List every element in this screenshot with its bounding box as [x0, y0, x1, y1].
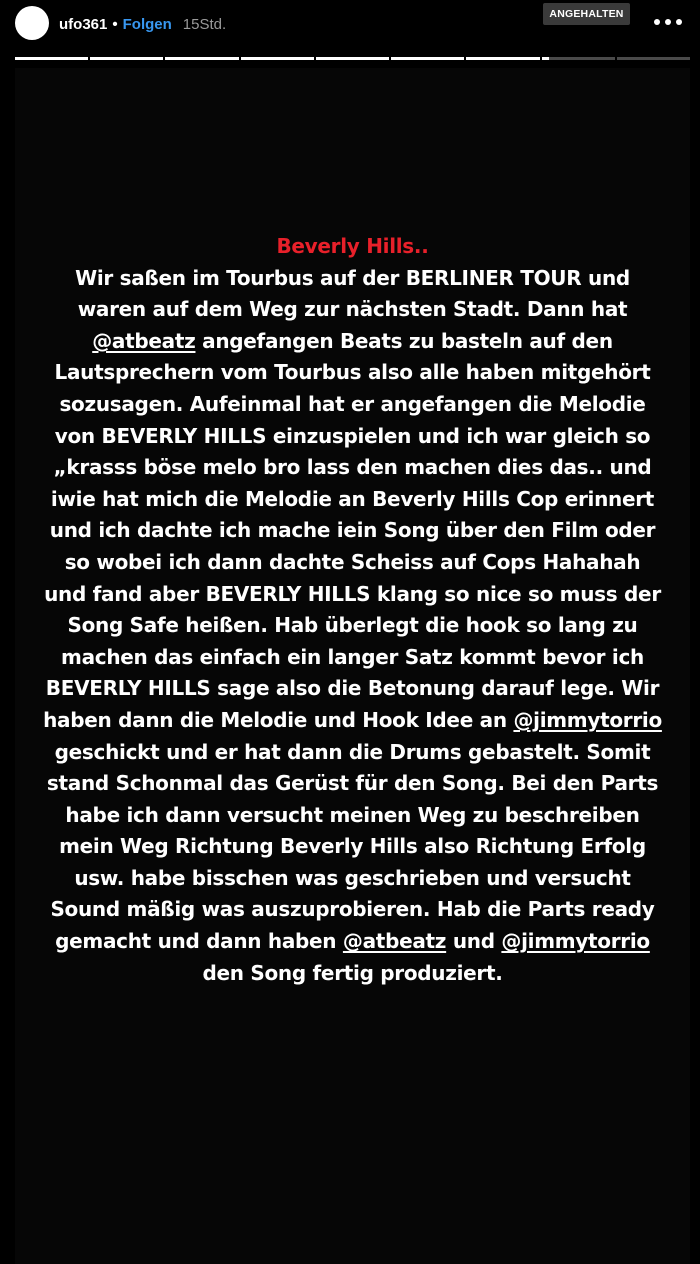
story-text-part: und fand aber BEVERLY HILLS klang so nice so muss der: [44, 581, 661, 606]
more-dot: [676, 19, 682, 25]
story-text-part: gemacht und dann haben: [55, 929, 343, 954]
story-text-part: haben dann die Melodie und Hook Idee an: [43, 707, 514, 732]
user-row: [59, 14, 226, 34]
story-text-part: und: [446, 929, 502, 954]
story-text: [15, 231, 690, 989]
story-text-part: iwie hat mich die Melodie an Beverly Hills Cop erinnert: [50, 486, 655, 511]
progress-segment: [391, 57, 464, 60]
username[interactable]: ufo361: [59, 15, 108, 33]
separator-dot: •: [112, 15, 118, 33]
story-text-part: sozusagen. Aufeinmal hat er angefangen die Melodie: [59, 391, 646, 416]
story-text-part: Sound mäßig was auszuprobieren. Hab die Parts ready: [50, 897, 655, 922]
story-line: [15, 421, 690, 453]
story-text-part: BEVERLY HILLS sage also die Betonung darauf lege. Wir: [45, 676, 660, 701]
story-line: [15, 958, 690, 990]
progress-fill: [391, 57, 464, 60]
progress-fill: [466, 57, 539, 60]
progress-fill: [165, 57, 238, 60]
story-line: [15, 737, 690, 769]
paused-badge: ANGEHALTEN: [543, 3, 630, 25]
story-line: [15, 579, 690, 611]
story-line: [15, 484, 690, 516]
story-line: [15, 800, 690, 832]
more-dot: [654, 19, 660, 25]
story-text-part: den Song fertig produziert.: [202, 960, 503, 985]
progress-segment: [241, 57, 314, 60]
progress-segment: [15, 57, 88, 60]
story-line: [15, 926, 690, 958]
more-dot: [665, 19, 671, 25]
mention-link[interactable]: @jimmytorrio: [513, 707, 662, 732]
story-line: [15, 768, 690, 800]
story-text-part: Song Safe heißen. Hab überlegt die hook so lang zu: [67, 613, 638, 638]
story-text-part: Lautsprechern vom Tourbus also alle haben mitgehört: [54, 360, 651, 385]
mention-link[interactable]: @atbeatz: [92, 328, 196, 353]
story-line: [15, 863, 690, 895]
progress-fill: [241, 57, 314, 60]
story-line: [15, 610, 690, 642]
story-line: [15, 452, 690, 484]
story-line: [15, 673, 690, 705]
progress-fill: [316, 57, 389, 60]
story-text-part: angefangen Beats zu basteln auf den: [195, 328, 613, 353]
story-text-part: waren auf dem Weg zur nächsten Stadt. Dann hat: [77, 297, 628, 322]
progress-segment: [542, 57, 615, 60]
mention-link[interactable]: @atbeatz: [342, 929, 447, 954]
story-line: [15, 547, 690, 579]
story-header: [0, 0, 700, 48]
progress-fill: [90, 57, 163, 60]
story-progress-bar: [15, 57, 690, 60]
follow-button[interactable]: Folgen: [122, 15, 172, 33]
story-line: [15, 705, 690, 737]
more-horizontal-icon[interactable]: [654, 12, 682, 32]
post-time: 15Std.: [182, 15, 227, 33]
story-line: [15, 326, 690, 358]
avatar[interactable]: [15, 6, 49, 40]
story-line: [15, 831, 690, 863]
mention-link[interactable]: @jimmytorrio: [501, 929, 650, 954]
story-line: [15, 894, 690, 926]
story-text-part: und ich dachte ich mache iein Song über den Film oder: [49, 518, 656, 543]
story-text-part: so wobei ich dann dachte Scheiss auf Cops Hahahah: [64, 549, 641, 574]
story-text-part: habe ich dann versucht meinen Weg zu beschreiben: [65, 802, 640, 827]
story-text-part: mein Weg Richtung Beverly Hills also Richtung Erfolg: [59, 834, 646, 859]
progress-segment: [165, 57, 238, 60]
story-title: Beverly Hills..: [276, 234, 429, 258]
story-line: [15, 642, 690, 674]
story-content[interactable]: [15, 68, 690, 1264]
progress-segment: [316, 57, 389, 60]
story-text-part: „krasss böse melo bro lass den machen dies das.. und: [53, 455, 652, 480]
progress-segment: [466, 57, 539, 60]
progress-fill: [15, 57, 88, 60]
progress-segment: [617, 57, 690, 60]
story-text-part: stand Schonmal das Gerüst für den Song. Bei den Parts: [46, 771, 659, 796]
story-text-part: machen das einfach ein langer Satz kommt bevor ich: [61, 644, 644, 669]
story-text-part: geschickt und er hat dann die Drums gebastelt. Somit: [54, 739, 651, 764]
story-text-part: von BEVERLY HILLS einzuspielen und ich war gleich so: [54, 423, 651, 448]
story-line: [15, 357, 690, 389]
story-line: [15, 263, 690, 295]
story-text-part: Wir saßen im Tourbus auf der BERLINER TOUR und: [75, 265, 630, 290]
story-line: [15, 515, 690, 547]
progress-fill: [542, 57, 549, 60]
progress-segment: [90, 57, 163, 60]
story-line: [15, 294, 690, 326]
story-text-part: usw. habe bisschen was geschrieben und versucht: [74, 865, 631, 890]
story-line: [15, 389, 690, 421]
